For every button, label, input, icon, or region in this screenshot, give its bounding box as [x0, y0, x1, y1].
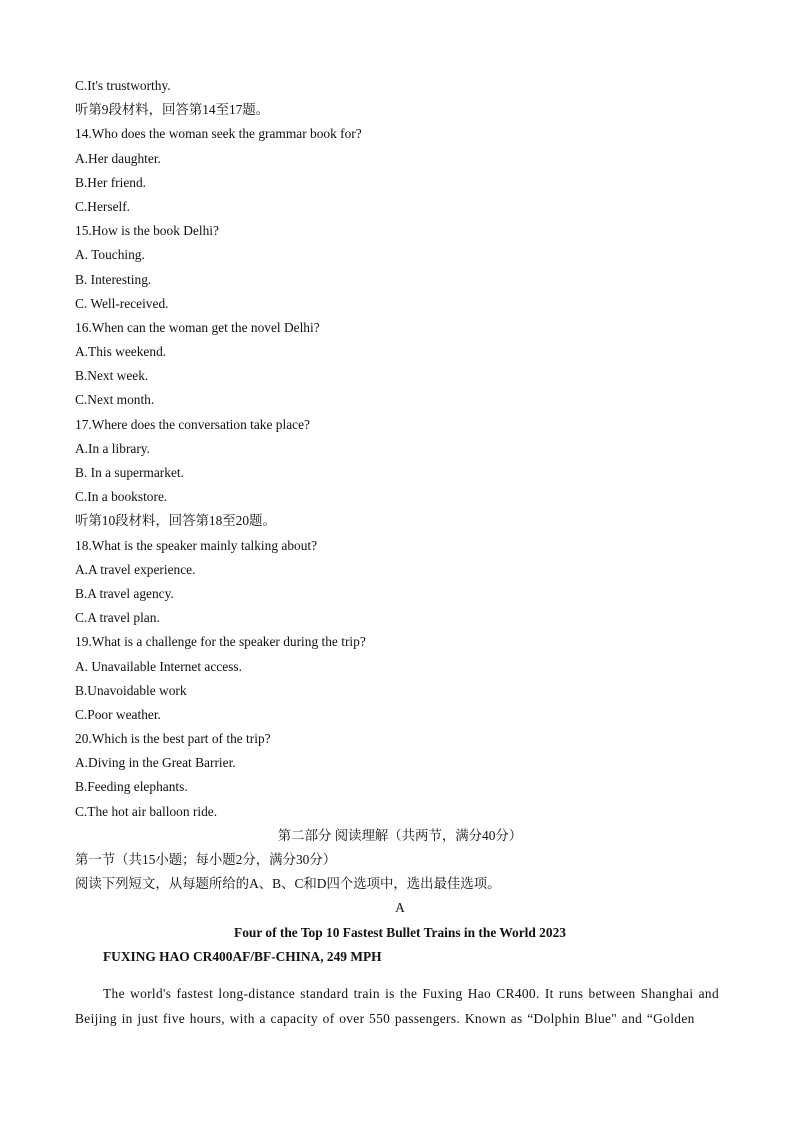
- answer-option: C.It's trustworthy.: [75, 78, 171, 93]
- answer-option: C.Herself.: [75, 198, 131, 214]
- passage-letter: A: [395, 900, 405, 916]
- section-instruction: 听第9段材料，回答第14至17题。: [75, 102, 270, 118]
- answer-option: C. Well-received.: [75, 295, 169, 311]
- answer-option: C.The hot air balloon ride.: [75, 803, 218, 819]
- answer-option: C.Next month.: [75, 392, 155, 408]
- answer-option: B.A travel agency.: [75, 585, 174, 601]
- answer-option: A.A travel experience.: [75, 561, 196, 577]
- answer-option: A.Diving in the Great Barrier.: [75, 755, 236, 771]
- answer-option: B.Unavoidable work: [75, 682, 187, 698]
- answer-option: A. Touching.: [75, 247, 145, 263]
- answer-option: C.A travel plan.: [75, 610, 160, 626]
- section-heading: 第一节（共15小题；每小题2分，满分30分）: [75, 852, 337, 867]
- passage-paragraph: The world's fastest long-distance standard train is the Fuxing Hao CR400. It runs between Shanghai and Beijing in just five hours, with a capacity of over 550 passengers. Known as “Dolphin Blue" and “Golden: [75, 986, 719, 1026]
- text-lines: [75, 74, 725, 969]
- question-17: 17.Where does the conversation take place?: [75, 416, 310, 432]
- reading-instruction: 阅读下列短文，从每题所给的A、B、C和D四个选项中，选出最佳选项。: [75, 876, 501, 892]
- answer-option: A.This weekend.: [75, 344, 167, 360]
- answer-option: B.Next week.: [75, 368, 149, 384]
- passage-title: Four of the Top 10 Fastest Bullet Trains in the World 2023: [234, 924, 566, 940]
- question-14: 14.Who does the woman seek the grammar book for?: [75, 126, 362, 142]
- question-16: 16.When can the woman get the novel Delhi?: [75, 319, 320, 335]
- answer-option: B. In a supermarket.: [75, 465, 184, 480]
- section-instruction: 听第10段材料，回答第18至20题。: [75, 513, 276, 529]
- passage-subheading: FUXING HAO CR400AF/BF-CHINA, 249 MPH: [103, 948, 382, 964]
- answer-option: A.Her daughter.: [75, 150, 161, 166]
- answer-option: B.Her friend.: [75, 174, 147, 190]
- question-20: 20.Which is the best part of the trip?: [75, 731, 271, 747]
- answer-option: C.In a bookstore.: [75, 489, 168, 505]
- question-18: 18.What is the speaker mainly talking about?: [75, 537, 318, 553]
- question-15: 15.How is the book Delhi?: [75, 223, 219, 239]
- answer-option: C.Poor weather.: [75, 706, 161, 722]
- answer-option: A. Unavailable Internet access.: [75, 658, 242, 674]
- answer-option: A.In a library.: [75, 440, 150, 456]
- answer-option: B.Feeding elephants.: [75, 779, 188, 795]
- part-heading: 第二部分 阅读理解（共两节，满分40分）: [277, 827, 523, 843]
- question-19: 19.What is a challenge for the speaker during the trip?: [75, 634, 366, 650]
- answer-option: B. Interesting.: [75, 271, 152, 287]
